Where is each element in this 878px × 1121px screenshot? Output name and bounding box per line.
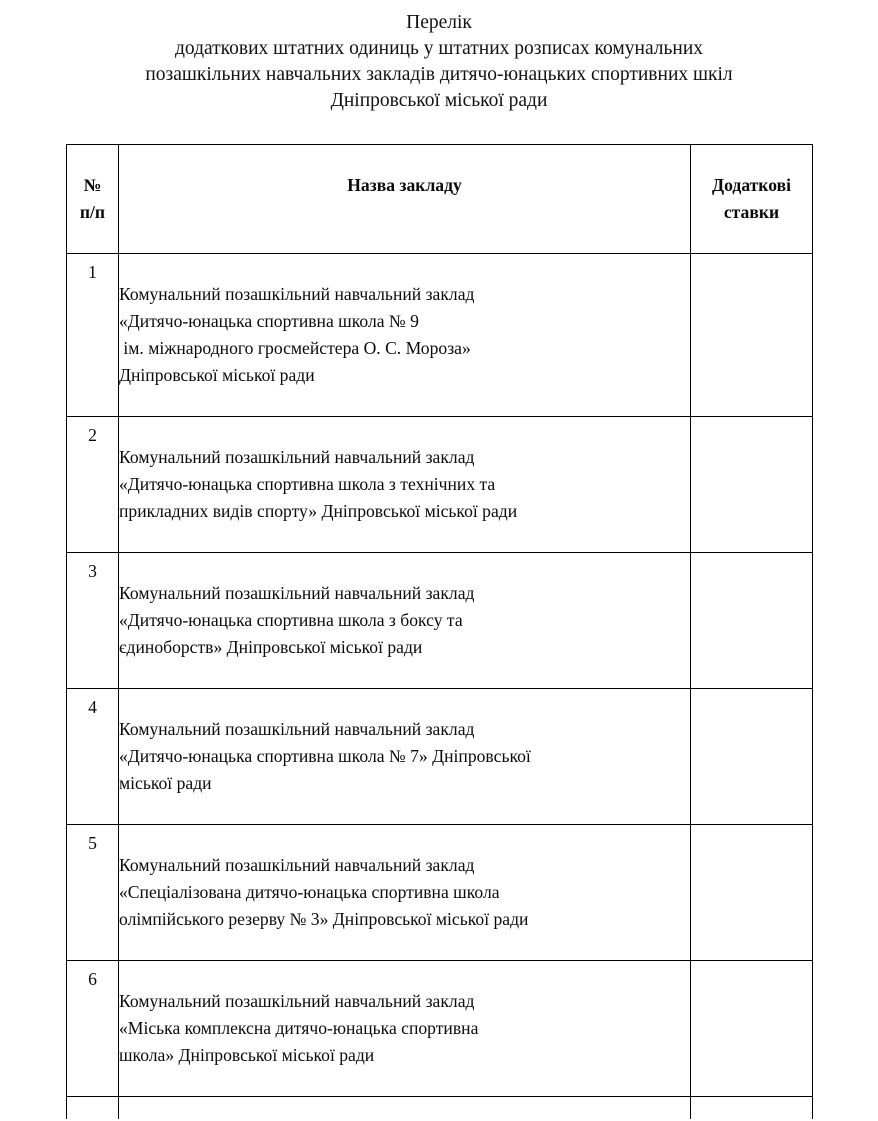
row-name-cell — [119, 689, 691, 825]
row-rate-value — [691, 689, 812, 716]
table-row — [67, 825, 813, 961]
title-line-4: Дніпровської міської ради — [330, 90, 548, 111]
table-row — [67, 689, 813, 825]
row-rate-value — [691, 961, 812, 988]
row-name-line: Комунальний позашкільний навчальний заклад — [119, 284, 475, 304]
title-line-2: додаткових штатних одиниць у штатних розписах комунальних — [174, 38, 704, 59]
table-row — [67, 417, 813, 553]
row-name-line: «Міська комплексна дитячо-юнацька спортивна — [119, 1018, 479, 1038]
row-name-line: олімпійського резерву № 3» Дніпровської міської ради — [119, 909, 529, 929]
row-number: 5 — [88, 833, 97, 853]
row-name-line: Комунальний позашкільний навчальний заклад — [119, 991, 475, 1011]
row-name-cell — [119, 553, 691, 689]
row-name-cell — [119, 1097, 691, 1120]
row-name-cell — [119, 825, 691, 961]
column-header-name — [119, 145, 691, 254]
table-header — [67, 145, 813, 254]
row-name-cell — [119, 961, 691, 1097]
row-rate-cell[interactable] — [691, 961, 813, 1097]
row-name-line: міської ради — [119, 773, 212, 793]
row-number: 6 — [88, 969, 97, 989]
row-number-cell — [67, 417, 119, 553]
row-name-line: єдиноборств» Дніпровської міської ради — [119, 637, 423, 657]
row-number: 2 — [88, 425, 97, 445]
row-number-cell — [67, 689, 119, 825]
row-rate-cell[interactable] — [691, 825, 813, 961]
column-header-rate-line-2: ставки — [723, 202, 780, 222]
table-row — [67, 254, 813, 417]
table-header-row — [67, 145, 813, 254]
row-number: 1 — [88, 262, 97, 282]
staff-table-container — [66, 144, 812, 1119]
row-rate-value — [691, 825, 812, 852]
row-number: 3 — [88, 561, 97, 581]
table-row — [67, 961, 813, 1097]
row-number-cell — [67, 254, 119, 417]
row-name-cell — [119, 417, 691, 553]
row-rate-cell[interactable] — [691, 553, 813, 689]
row-name-cell — [119, 254, 691, 417]
row-name-line: Комунальний позашкільний навчальний заклад — [119, 447, 475, 467]
column-header-name-line-1: Назва закладу — [347, 175, 462, 195]
row-name-line: Комунальний позашкільний навчальний заклад — [119, 855, 475, 875]
table-row-clipped — [67, 1097, 813, 1120]
row-name-line: Комунальний позашкільний навчальний заклад — [119, 719, 475, 739]
column-header-rate — [691, 145, 813, 254]
column-header-number-line-1: № — [83, 175, 102, 195]
row-number-cell — [67, 961, 119, 1097]
row-rate-value — [691, 417, 812, 444]
title-line-3: позашкільних навчальних закладів дитячо-юнацьких спортивних шкіл — [145, 64, 733, 85]
row-name-line: ім. міжнародного гросмейстера О. С. Мороза» — [119, 338, 471, 358]
row-number-cell — [67, 825, 119, 961]
column-header-number — [67, 145, 119, 254]
column-header-rate-line-1: Додаткові — [712, 175, 791, 195]
row-name-line: «Спеціалізована дитячо-юнацька спортивна школа — [119, 882, 500, 902]
row-name-line: прикладних видів спорту» Дніпровської міської ради — [119, 501, 518, 521]
row-rate-value — [691, 553, 812, 580]
row-name-line: «Дитячо-юнацька спортивна школа № 9 — [119, 311, 419, 331]
row-rate-cell[interactable] — [691, 254, 813, 417]
title-line-1: Перелік — [406, 12, 472, 33]
row-number-cell — [67, 1097, 119, 1120]
staff-table — [66, 144, 813, 1119]
table-body — [67, 254, 813, 1120]
row-name-line: Дніпровської міської ради — [119, 365, 315, 385]
row-name-line: школа» Дніпровської міської ради — [119, 1045, 375, 1065]
row-rate-value — [691, 254, 812, 281]
row-name-line: «Дитячо-юнацька спортивна школа з боксу та — [119, 610, 463, 630]
column-header-number-line-2: п/п — [79, 202, 106, 222]
table-row — [67, 553, 813, 689]
row-rate-cell[interactable] — [691, 417, 813, 553]
row-name-line: Комунальний позашкільний навчальний заклад — [119, 583, 475, 603]
row-number: 4 — [88, 697, 97, 717]
row-rate-cell — [691, 1097, 813, 1120]
page-title — [0, 10, 878, 114]
row-name-line: «Дитячо-юнацька спортивна школа з технічних та — [119, 474, 496, 494]
row-name-line: «Дитячо-юнацька спортивна школа № 7» Дніпровської — [119, 746, 531, 766]
row-rate-cell[interactable] — [691, 689, 813, 825]
row-number-cell — [67, 553, 119, 689]
